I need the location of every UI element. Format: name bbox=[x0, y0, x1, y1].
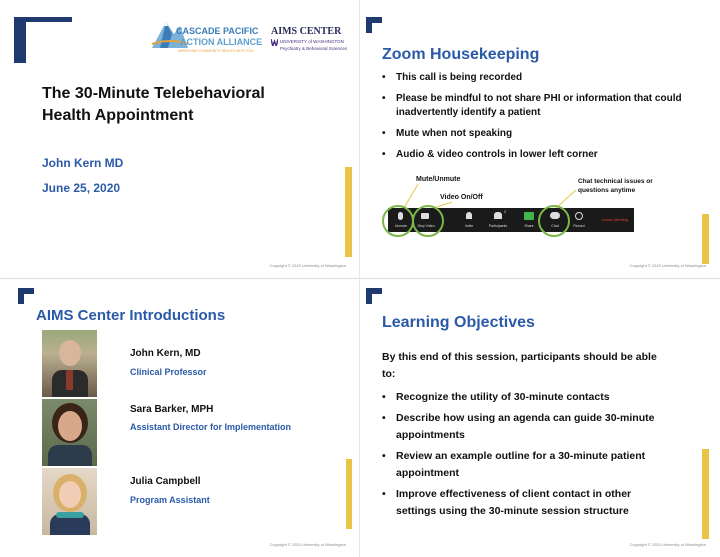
list-item: • Please be mindful to not share PHI or information that could inadvertently identify a patient bbox=[382, 92, 682, 120]
aims-logo-title: AIMS CENTER bbox=[271, 26, 342, 37]
slide-learning-objectives bbox=[360, 279, 720, 557]
callout-video-label: Video On/Off bbox=[440, 194, 483, 201]
record-label: Record bbox=[573, 224, 585, 228]
avatar bbox=[42, 330, 97, 397]
person-name: Sara Barker, MPH bbox=[130, 404, 214, 415]
cascade-logo-line1: CASCADE PACIFIC bbox=[176, 26, 259, 36]
list-item: • Mute when not speaking bbox=[382, 127, 682, 141]
chat-highlight-circle bbox=[538, 205, 570, 237]
participants-count: 2 bbox=[504, 209, 507, 214]
aims-logo-uw: UNIVERSITY of WASHINGTON bbox=[280, 39, 344, 44]
slide-divider-vertical bbox=[359, 0, 360, 557]
presentation-title bbox=[42, 83, 265, 127]
add-person-icon bbox=[466, 212, 472, 219]
cascade-logo bbox=[150, 14, 263, 56]
objectives-list bbox=[382, 389, 672, 520]
copyright: Copyright © 2020 University of Washington bbox=[269, 263, 346, 268]
person-name: Julia Campbell bbox=[130, 476, 201, 487]
list-item: • This call is being recorded bbox=[382, 71, 682, 85]
list-item: • Describe how using an agenda can guide 30-minute appointments bbox=[382, 410, 672, 444]
slide-zoom-housekeeping bbox=[360, 0, 720, 278]
navy-accent-bar bbox=[14, 17, 26, 63]
copyright: Copyright © 2020 University of Washington bbox=[629, 263, 706, 268]
mute-highlight-circle bbox=[382, 205, 414, 237]
copyright: Copyright © 2020 University of Washington bbox=[629, 542, 706, 547]
slide-title: AIMS Center Introductions bbox=[36, 307, 226, 324]
person-role: Assistant Director for Implementation bbox=[130, 422, 292, 432]
participants-label: Participants bbox=[488, 224, 508, 228]
record-icon bbox=[575, 212, 583, 220]
uw-w-icon bbox=[271, 39, 278, 46]
slide-introductions bbox=[0, 279, 360, 557]
presenter-name: John Kern MD bbox=[42, 156, 124, 170]
callout-chat-label: Chat technical issues or questions anytime bbox=[578, 178, 653, 194]
corner-accent bbox=[366, 17, 382, 33]
list-item: • Audio & video controls in lower left corner bbox=[382, 148, 682, 162]
share-screen-icon bbox=[524, 212, 534, 220]
invite-label: Invite bbox=[464, 224, 474, 228]
person-name: John Kern, MD bbox=[130, 348, 201, 359]
cascade-logo-tagline: IMPROVING COMMUNITY HEALTH WITH YOU bbox=[178, 49, 254, 53]
person-role: Program Assistant bbox=[130, 495, 210, 505]
presentation-date: June 25, 2020 bbox=[42, 181, 121, 195]
corner-accent bbox=[366, 288, 382, 304]
cascade-logo-line2: ACTION ALLIANCE bbox=[180, 37, 263, 47]
slide-title: Learning Objectives bbox=[382, 314, 535, 331]
copyright: Copyright © 2020 University of Washington bbox=[269, 542, 346, 547]
avatar bbox=[42, 468, 97, 535]
share-button[interactable] bbox=[518, 208, 540, 232]
list-item: • Improve effectiveness of client contact in other settings using the 30-minute session structure bbox=[382, 486, 672, 520]
corner-accent bbox=[18, 288, 34, 304]
avatar bbox=[42, 399, 97, 466]
gold-accent-bar bbox=[702, 449, 709, 539]
video-highlight-circle bbox=[412, 205, 444, 237]
participants-icon bbox=[494, 212, 502, 219]
callout-mute-label: Mute/Unmute bbox=[416, 176, 461, 183]
gold-accent-bar bbox=[702, 214, 709, 264]
chat-label: Chat bbox=[551, 224, 559, 228]
stop-video-label: Stop Video bbox=[417, 224, 435, 228]
list-item: • Review an example outline for a 30-minute patient appointment bbox=[382, 448, 672, 482]
aims-logo bbox=[271, 26, 356, 56]
leave-meeting-button[interactable]: Leave Meeting bbox=[601, 217, 629, 222]
navy-accent-bar-top bbox=[14, 17, 72, 22]
housekeeping-list bbox=[382, 71, 682, 162]
aims-logo-dept: Psychiatry & Behavioral Sciences bbox=[280, 46, 348, 51]
slide-title: Zoom Housekeeping bbox=[382, 46, 540, 63]
share-label: Share bbox=[524, 224, 534, 228]
record-button[interactable] bbox=[568, 208, 590, 232]
objectives-intro: By this end of this session, participants should be able to: bbox=[382, 351, 657, 380]
gold-accent-bar bbox=[346, 459, 352, 529]
slide-divider-horizontal bbox=[0, 278, 720, 279]
unmute-label: Unmute bbox=[394, 224, 408, 228]
list-item: • Recognize the utility of 30-minute contacts bbox=[382, 389, 672, 406]
gold-accent-bar bbox=[345, 167, 352, 257]
person-role: Clinical Professor bbox=[130, 367, 207, 377]
participants-button[interactable] bbox=[484, 208, 512, 232]
title-line-2: Health Appointment bbox=[42, 107, 194, 124]
slide-title bbox=[0, 0, 360, 278]
invite-button[interactable] bbox=[458, 208, 480, 232]
title-line-1: The 30-Minute Telebehavioral bbox=[42, 85, 265, 102]
